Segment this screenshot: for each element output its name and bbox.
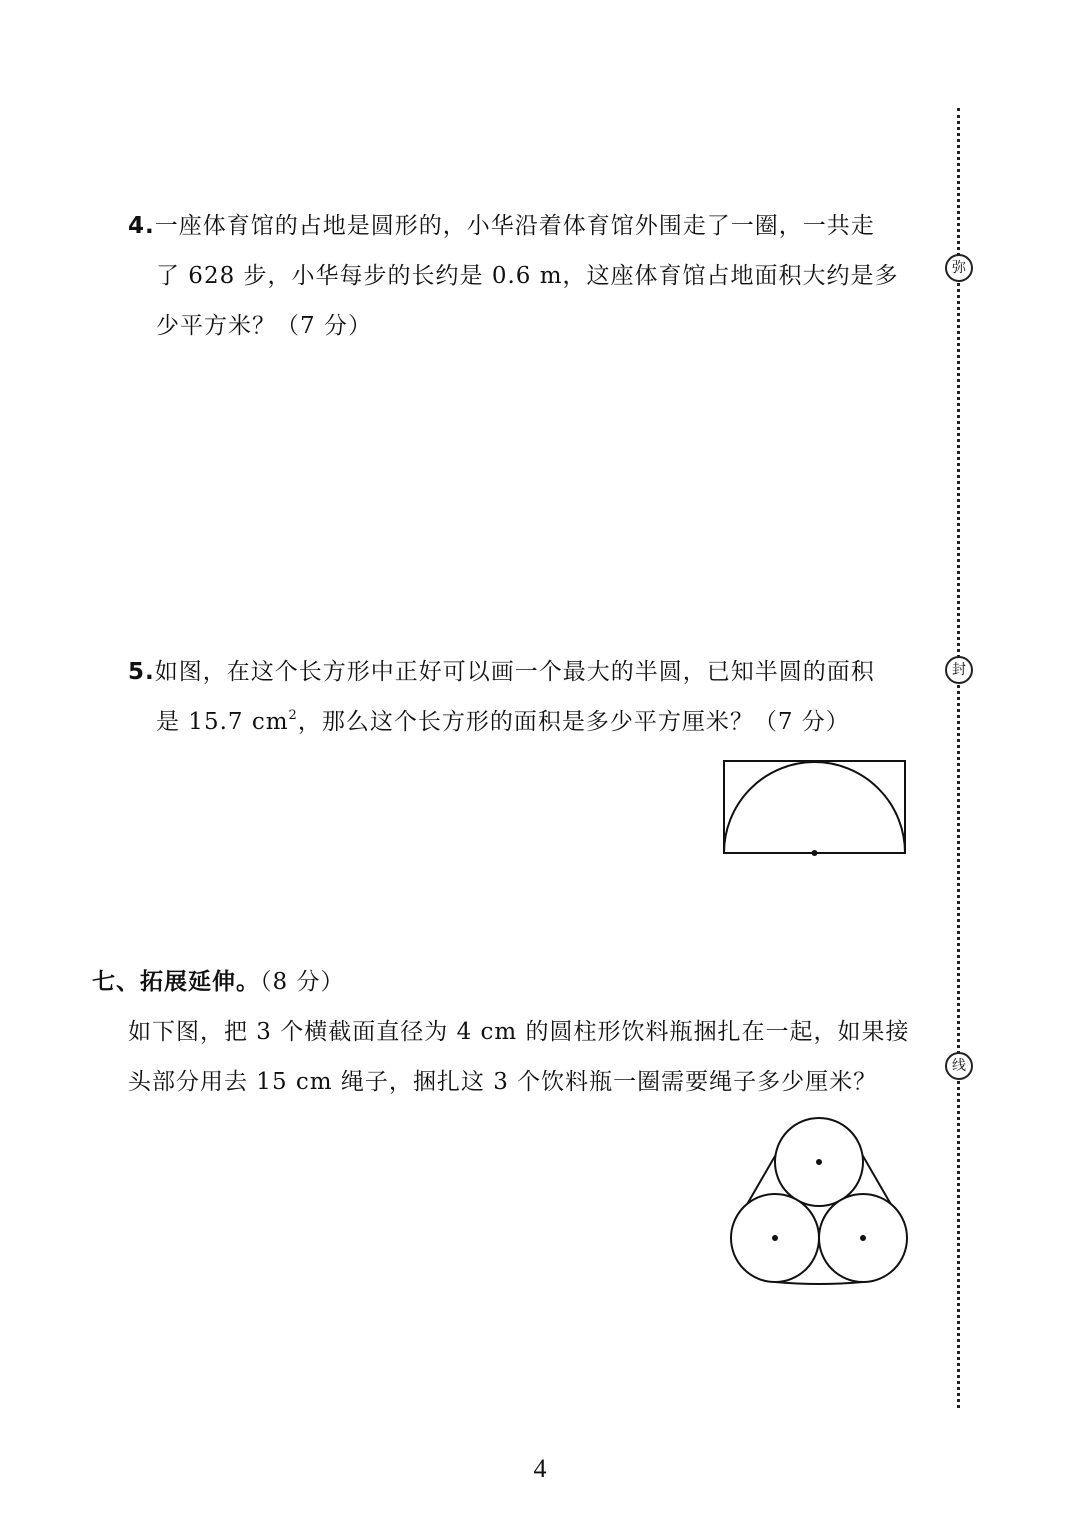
q5-text-2b: ，那么这个长方形的面积是多少平方厘米？（7 分） bbox=[297, 709, 850, 735]
q5-superscript: 2 bbox=[288, 708, 298, 723]
rope-bottom bbox=[775, 1282, 863, 1284]
binding-mark-xian: 线 bbox=[945, 1052, 973, 1080]
q5-line-2 bbox=[156, 707, 850, 737]
rectangle-semicircle-figure bbox=[720, 758, 910, 858]
q5-text-2a: 是 15.7 cm bbox=[156, 709, 289, 735]
q4-number: 4. bbox=[128, 213, 155, 239]
bottle-top-center bbox=[816, 1159, 822, 1165]
section7-score: （8 分） bbox=[260, 969, 345, 995]
q4-text-1: 一座体育馆的占地是圆形的，小华沿着体育馆外围走了一圈，一共走 bbox=[154, 213, 875, 239]
q4-line-2: 了 628 步，小华每步的长约是 0.6 m，这座体育馆占地面积大约是多 bbox=[156, 263, 899, 289]
binding-dotted-line bbox=[957, 108, 960, 1408]
q5-number: 5. bbox=[128, 659, 155, 685]
section7-heading: 七、拓展延伸。 bbox=[92, 969, 260, 995]
section7-line-2: 头部分用去 15 cm 绳子，捆扎这 3 个饮料瓶一圈需要绳子多少厘米？ bbox=[128, 1069, 878, 1095]
q4-line-1 bbox=[128, 211, 875, 241]
q4-line-3: 少平方米？（7 分） bbox=[156, 313, 372, 339]
bottle-right-center bbox=[860, 1235, 866, 1241]
binding-mark-mi: 弥 bbox=[945, 254, 973, 282]
q5-text-1: 如图，在这个长方形中正好可以画一个最大的半圆，已知半圆的面积 bbox=[154, 659, 875, 685]
page-number: 4 bbox=[533, 1454, 547, 1483]
three-bottles-figure bbox=[725, 1112, 915, 1292]
rectangle bbox=[724, 761, 905, 853]
section7-heading-line bbox=[92, 967, 344, 997]
semicircle bbox=[724, 762, 905, 853]
bottle-left-center bbox=[772, 1235, 778, 1241]
section7-line-1: 如下图，把 3 个横截面直径为 4 cm 的圆柱形饮料瓶捆扎在一起，如果接 bbox=[128, 1019, 910, 1045]
semicircle-center-dot bbox=[812, 850, 818, 856]
binding-mark-feng: 封 bbox=[945, 656, 973, 684]
q5-line-1 bbox=[128, 657, 875, 687]
